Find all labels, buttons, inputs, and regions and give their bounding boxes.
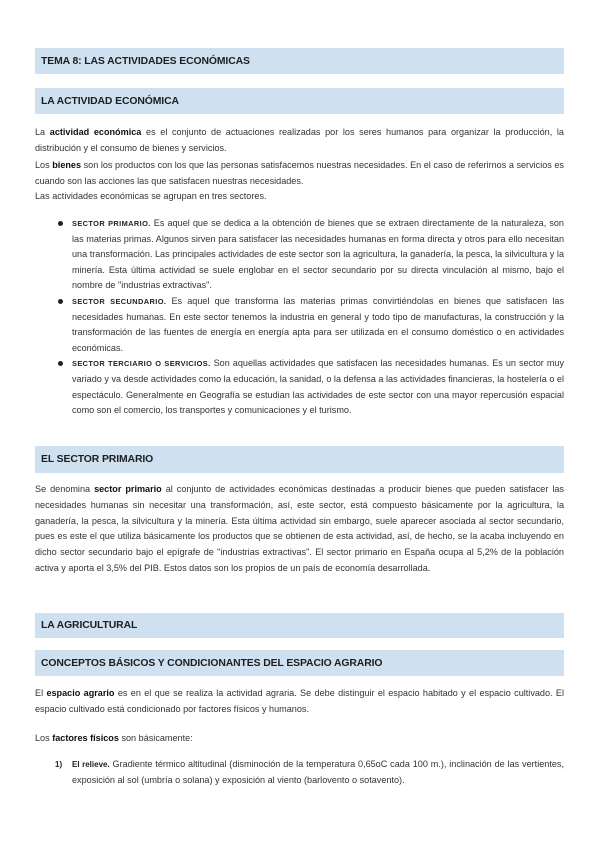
section-heading-actividad [35, 88, 564, 114]
section-heading-agricultural-text: LA AGRICULTURAL [41, 620, 138, 631]
list-item-text: Son aquellas actividades que satisfacen las necesidades humanas. Es un sector muy variado y va desde actividades como la educación, la sanidad, o la defensa a las actividades financieras, la hostelería o el espectáculo. Generalmente en Geografía se estudian las actividades de este sector con una mayor repercusión espacial como son el comercio, los transportes y comunicaciones y el turismo. [72, 358, 565, 416]
list-item [35, 356, 564, 418]
section-heading-actividad-text: LA ACTIVIDAD ECONÓMICA [41, 95, 179, 107]
espacio-paragraph: El espacio agrario es en el que se realiza la actividad agraria. Se debe distinguir el espacio habitado y el espacio cultivado. El espacio cultivado está condicionado por factores físicos y humanos. [35, 688, 564, 714]
list-item [35, 216, 564, 294]
list-item [35, 294, 564, 356]
section-heading-sector-primario [35, 446, 564, 473]
title-heading-text: TEMA 8: LAS ACTIVIDADES ECONÓMICAS [41, 55, 250, 67]
factores-paragraph: Los factores físicos son básicamente: [35, 733, 193, 743]
bullet-icon [58, 221, 63, 226]
list-item-number: 1) [55, 760, 63, 769]
intro-paragraph-2: Los bienes son los productos con los que las personas satisfacemos nuestras necesidades. En el caso de referirnos a servicios es cuando son las acciones las que satisfacen nuestras necesidades. [35, 160, 564, 186]
intro-paragraph-1: La actividad económica es el conjunto de actuaciones realizadas por los seres humanos para organizar la producción, la distribución y el consumo de bienes y servicios. [35, 127, 564, 153]
list-item-text: Gradiente térmico altitudinal (disminoción de la temperatura 0,65oC cada 100 m.), inclinación de las vertientes, exposición al sol (umbría o solana) y exposición al viento (barlovento o sotavento). [72, 759, 565, 785]
list-item-term: SECTOR PRIMARIO. [72, 219, 151, 228]
section-heading-sector-primario-text: EL SECTOR PRIMARIO [41, 454, 154, 465]
section-heading-conceptos-text: CONCEPTOS BÁSICOS Y CONDICIONANTES DEL ESPACIO AGRARIO [41, 657, 383, 669]
list-item-term: SECTOR TERCIARIO O SERVICIOS. [72, 359, 211, 369]
intro-paragraph-3: Las actividades económicas se agrupan en tres sectores. [35, 191, 267, 201]
primario-paragraph: Se denomina sector primario al conjunto de actividades económicas destinadas a producir bienes que pueden satisfacer las necesidades humanas sin necesitar una transformación, así, este sector, está compuesto básicamente por la agricultura, la ganadería, la pesca, la silvicultura y la minería. Esta última actividad sin embargo, suele aparecer asociada al sector secundario, pues es este el que utiliza básicamente los productos que se obtienen de esta actividad, así, de hecho, se la acaba incluyendo en dicho sector secundario bajo el epígrafe de "industrias extractivas". El sector primario en España ocupa al 5,2% de la población activa y aporta el 3,5% del PIB. Estos datos son los propios de un país de economía desarrollada. [35, 484, 564, 573]
list-item [35, 757, 564, 788]
list-item-term: El relieve. [72, 760, 110, 769]
bullet-icon [58, 361, 63, 366]
list-item-text: Es aquel que transforma las materias primas convirtiéndolas en bienes que satisfacen las necesidades humanas. En este sector tenemos la industria en general y todo tipo de manufacturas, la construcción y la transformación de las fuentes de energía en energía apta para ser utilizada en el consumo doméstico o en actividades económicas. [72, 295, 565, 353]
section-heading-agricultural [35, 613, 564, 638]
sectores-list [35, 216, 564, 419]
list-item-text: Es aquel que se dedica a la obtención de bienes que se extraen directamente de la naturaleza, son las materias primas. Algunos sirven para satisfacer las necesidades humanas en forma directa y otros para ello necesitan una transformación. Las principales actividades de este sector son la agricultura, la ganadería, la pesca, la silvicultura y la minería. Esta última actividad se suele englobar en el sector secundario por su directa vinculación al mismo, bajo el nombre de "industrias extractivas". [72, 218, 564, 291]
section-heading-conceptos [35, 650, 564, 676]
list-item-term: SECTOR SECUNDARIO. [72, 296, 167, 306]
title-heading [35, 48, 564, 74]
bullet-icon [58, 299, 63, 304]
factores-list [35, 757, 564, 788]
